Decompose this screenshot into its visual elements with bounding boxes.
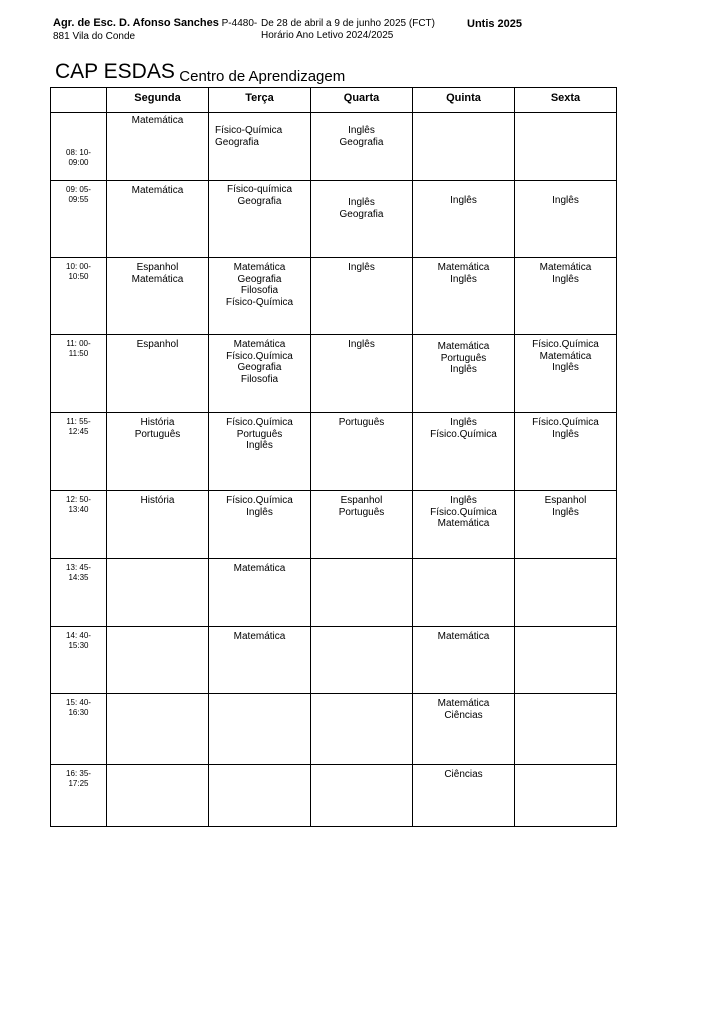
timetable-row [51,627,617,694]
time-end: 13:40 [68,505,89,514]
school-info [53,17,258,43]
lesson-cell [515,413,617,491]
time-start: 15: 40- [66,698,91,707]
school-address: P-4480-881 Vila do Conde [53,18,258,42]
subject-name: Inglês [450,417,477,428]
page-title [55,60,345,84]
time-slot [51,181,107,258]
lesson-cell [209,491,311,559]
subject-name: Geografia [237,273,282,285]
subject-name: Matemática [437,698,490,709]
subject-name: Matemática [437,518,490,529]
subject-name: Matemática [437,262,490,273]
subject-name: Inglês [552,362,579,373]
subject-name: Inglês [552,273,579,285]
lesson-cell [311,335,413,413]
time-slot [51,491,107,559]
lesson-cell [107,413,209,491]
software-label: Untis 2025 [467,18,523,30]
time-start: 11: 55- [66,417,91,426]
day-header: Quarta [311,88,413,113]
lesson-cell [413,765,515,827]
subject-name: Matemática [233,262,286,273]
subject-name: Inglês [450,195,477,206]
timetable-row [51,765,617,827]
lesson-cell [311,413,413,491]
subject-name: Inglês [552,195,579,206]
lesson-cell [209,335,311,413]
lesson-cell [107,181,209,258]
subject-name: Matemática [233,339,286,350]
time-end: 09:55 [68,195,89,204]
time-slot [51,765,107,827]
lesson-cell [209,113,311,181]
subject-name: Físico.Química [226,350,293,362]
subject-name: Inglês [246,440,273,451]
subject-name: Espanhol [340,495,383,506]
lesson-cell [107,491,209,559]
subject-name: Matemática [131,273,184,285]
subject-name: Físico.Química [532,417,599,428]
lesson-cell [209,258,311,335]
lesson-cell [209,694,311,765]
day-header-row [51,88,617,113]
lesson-cell [515,491,617,559]
day-header: Quinta [413,88,515,113]
time-start: 09: 05- [66,185,91,194]
subject-name: Físico.Química [430,428,497,440]
lesson-cell [107,627,209,694]
subject-name: Ciências [444,709,483,721]
time-start: 12: 50- [66,495,91,504]
subject-name: Português [440,352,487,364]
lesson-cell [209,559,311,627]
lesson-cell [311,181,413,258]
subject-name: Matemática [131,185,184,196]
lesson-cell [209,627,311,694]
subject-name: Físico-Química [215,125,283,136]
timetable-row [51,335,617,413]
time-end: 12:45 [68,427,89,436]
timetable-row [51,113,617,181]
school-year: Horário Ano Letivo 2024/2025 [261,30,394,41]
lesson-cell [515,559,617,627]
lesson-cell [413,335,515,413]
time-slot [51,694,107,765]
subject-name: Matemática [131,115,184,126]
timetable [50,87,617,827]
period-dates: De 28 de abril a 9 de junho 2025 (FCT) [261,18,435,29]
subject-name: Matemática [539,350,592,362]
subject-name: Filosofia [240,285,279,296]
subject-name: Espanhol [136,339,179,350]
subject-name: Geografia [339,136,384,148]
subject-name: Português [236,428,283,440]
lesson-cell [413,181,515,258]
time-slot [51,559,107,627]
lesson-cell [311,258,413,335]
lesson-cell [413,559,515,627]
lesson-cell [107,258,209,335]
lesson-cell [311,113,413,181]
subject-name: Inglês [450,364,477,375]
time-start: 14: 40- [66,631,91,640]
lesson-cell [107,559,209,627]
time-slot [51,413,107,491]
subject-name: Inglês [348,339,375,350]
time-slot [51,258,107,335]
corner-cell [51,88,107,113]
subject-name: Inglês [450,273,477,285]
subject-name: Português [134,428,181,440]
lesson-cell [413,491,515,559]
lesson-cell [107,113,209,181]
subject-name: Geografia [339,208,384,220]
time-end: 11:50 [68,349,89,358]
subject-name: Geografia [237,195,282,207]
subject-name: Ciências [444,769,483,780]
subject-name: Inglês [348,125,375,136]
subject-name: Inglês [348,197,375,208]
lesson-cell [107,765,209,827]
lesson-cell [107,335,209,413]
lesson-cell [515,335,617,413]
lesson-cell [209,181,311,258]
day-header: Terça [209,88,311,113]
lesson-cell [311,694,413,765]
time-start: 10: 00- [66,262,91,271]
subject-name: Inglês [246,506,273,518]
class-subtitle: Centro de Aprendizagem [179,68,346,85]
subject-name: Geografia [215,136,259,148]
subject-name: Físico.Química [226,495,293,506]
time-slot [51,627,107,694]
lesson-cell [413,627,515,694]
subject-name: Português [338,417,385,428]
time-start: 13: 45- [66,563,91,572]
lesson-cell [515,181,617,258]
time-end: 09:00 [68,158,89,167]
time-end: 16:30 [68,708,89,717]
subject-name: Inglês [552,506,579,518]
lesson-cell [515,113,617,181]
lesson-cell [107,694,209,765]
subject-name: Inglês [348,262,375,273]
time-slot [51,335,107,413]
time-end: 10:50 [68,272,89,281]
time-start: 08: 10- [66,148,91,157]
timetable-row [51,413,617,491]
lesson-cell [515,258,617,335]
subject-name: Filosofia [240,373,279,385]
subject-name: Matemática [437,631,490,642]
time-end: 17:25 [68,779,89,788]
lesson-cell [311,627,413,694]
lesson-cell [413,258,515,335]
time-slot [51,113,107,181]
day-header: Sexta [515,88,617,113]
subject-name: História [140,417,175,428]
timetable-row [51,258,617,335]
subject-name: Português [338,506,385,518]
lesson-cell [311,765,413,827]
lesson-cell [515,765,617,827]
lesson-cell [311,559,413,627]
subject-name: Matemática [437,341,490,352]
subject-name: História [140,495,175,506]
subject-name: Inglês [450,495,477,506]
subject-name: Físico.Química [430,506,497,518]
lesson-cell [311,491,413,559]
time-start: 11: 00- [66,339,91,348]
subject-name: Matemática [539,262,592,273]
subject-name: Físico.Química [226,417,293,428]
timetable-row [51,181,617,258]
timetable-row [51,491,617,559]
timetable-body [51,113,617,827]
subject-name: Geografia [237,362,282,373]
subject-name: Matemática [233,563,286,574]
subject-name: Físico.Química [532,339,599,350]
lesson-cell [515,694,617,765]
timetable-row [51,559,617,627]
period-info [261,18,435,42]
subject-name: Físico-Química [225,296,294,308]
subject-name: Espanhol [544,495,587,506]
lesson-cell [515,627,617,694]
subject-name: Espanhol [136,262,179,273]
day-header: Segunda [107,88,209,113]
time-end: 14:35 [68,573,89,582]
subject-name: Matemática [233,631,286,642]
lesson-cell [413,413,515,491]
lesson-cell [209,765,311,827]
timetable-row [51,694,617,765]
subject-name: Inglês [552,428,579,440]
school-name: Agr. de Esc. D. Afonso Sanches [53,17,219,29]
subject-name: Físico-química [226,184,292,195]
time-end: 15:30 [68,641,89,650]
lesson-cell [413,694,515,765]
lesson-cell [413,113,515,181]
time-start: 16: 35- [66,769,91,778]
lesson-cell [209,413,311,491]
class-name: CAP ESDAS [55,60,175,83]
